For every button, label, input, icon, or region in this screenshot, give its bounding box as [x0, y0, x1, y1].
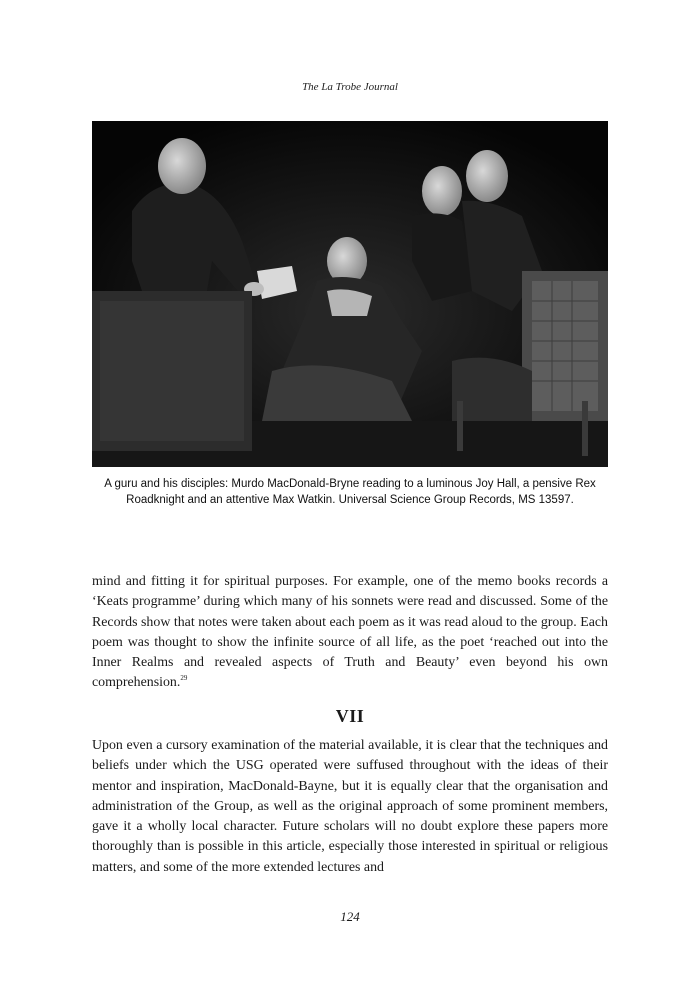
photograph-illustration: [92, 121, 608, 467]
section-heading: VII: [335, 706, 365, 726]
caption-line-1: A guru and his disciples: Murdo MacDonald-Bryne reading to a luminous Joy Hall, a pensive Rex: [104, 478, 596, 490]
running-head: The La Trobe Journal: [302, 81, 398, 93]
figure-photograph: [92, 121, 608, 467]
body-paragraph-1: [92, 572, 608, 694]
footnote-marker[interactable]: 29: [180, 674, 188, 683]
page-number: 124: [340, 909, 360, 924]
body-paragraph-2: Upon even a cursory examination of the material available, it is clear that the techniques and beliefs under which the USG operated were suffused throughout with the ideas of their mentor and inspiration, MacDonald-Bayne, but it is equally clear that the organisation and administration of the Group, as well as the original approach of some prominent members, gave it a wholly local character. Future scholars will no doubt explore these papers more thoroughly than is possible in this article, especially those interested in spiritual or religious matters, and some of the more extended lectures and: [92, 738, 608, 875]
caption-line-2: Roadknight and an attentive Max Watkin. Universal Science Group Records, MS 13597.: [126, 494, 574, 506]
paragraph-1-text: mind and fitting it for spiritual purposes. For example, one of the memo books records a ‘Keats programme’ during which many of his sonnets were read and discussed. Some of the Records show that notes were taken about each poem as it was read aloud to the group. Each poem was thought to show the infinite source of all life, as the poet ‘reached out into the Inner Realms and revealed aspects of Truth and Beauty’ even beyond his own comprehension.: [92, 574, 608, 691]
figure-caption: [92, 476, 608, 508]
